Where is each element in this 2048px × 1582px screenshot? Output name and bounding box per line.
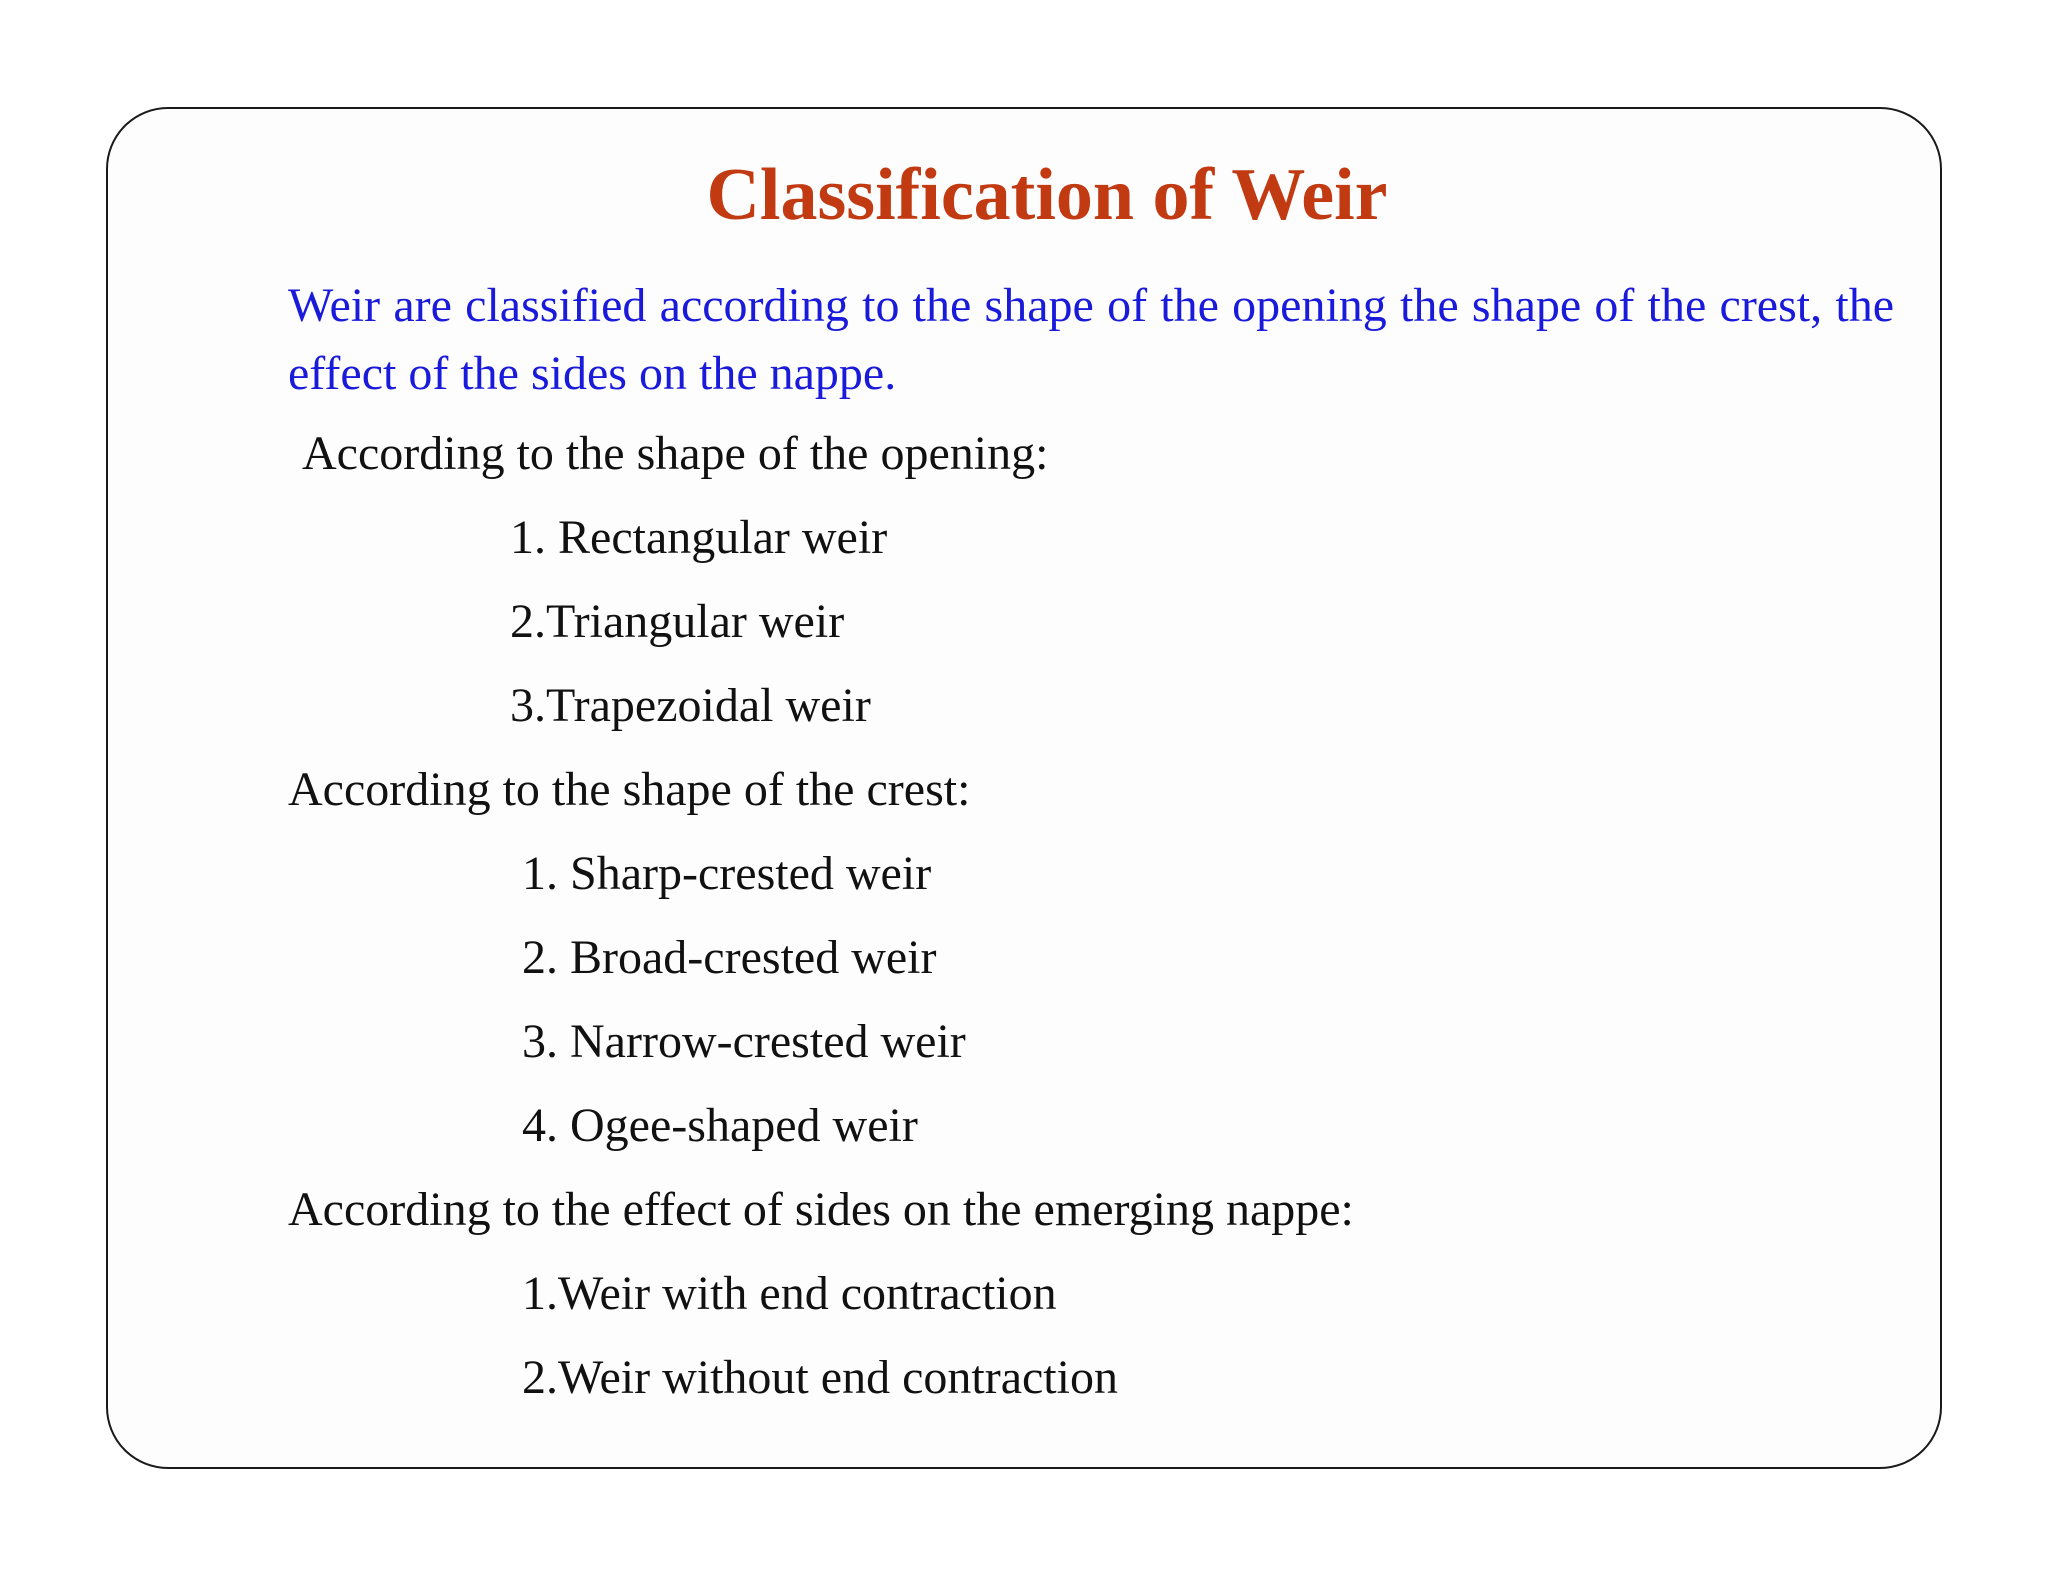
list-item-crest-3: 3. Narrow-crested weir [522, 1015, 966, 1068]
list-item-opening-3: 3.Trapezoidal weir [510, 679, 871, 732]
slide-title: Classification of Weir [706, 154, 1388, 236]
list-item-crest-1: 1. Sharp-crested weir [522, 847, 932, 900]
section-heading-crest: According to the shape of the crest: [288, 763, 971, 816]
intro-paragraph: Weir are classified according to the shape of the opening the shape of the crest, the effect of the sides on the nappe. [288, 279, 1894, 400]
list-item-sides-2: 2.Weir without end contraction [522, 1351, 1118, 1404]
list-item-opening-1: 1. Rectangular weir [510, 511, 888, 564]
section-heading-opening: According to the shape of the opening: [302, 427, 1049, 480]
list-item-crest-4: 4. Ogee-shaped weir [522, 1099, 918, 1152]
list-item-opening-2: 2.Triangular weir [510, 595, 845, 648]
list-item-crest-2: 2. Broad-crested weir [522, 931, 937, 984]
section-heading-sides: According to the effect of sides on the emerging nappe: [288, 1183, 1354, 1236]
list-item-sides-1: 1.Weir with end contraction [522, 1267, 1057, 1320]
